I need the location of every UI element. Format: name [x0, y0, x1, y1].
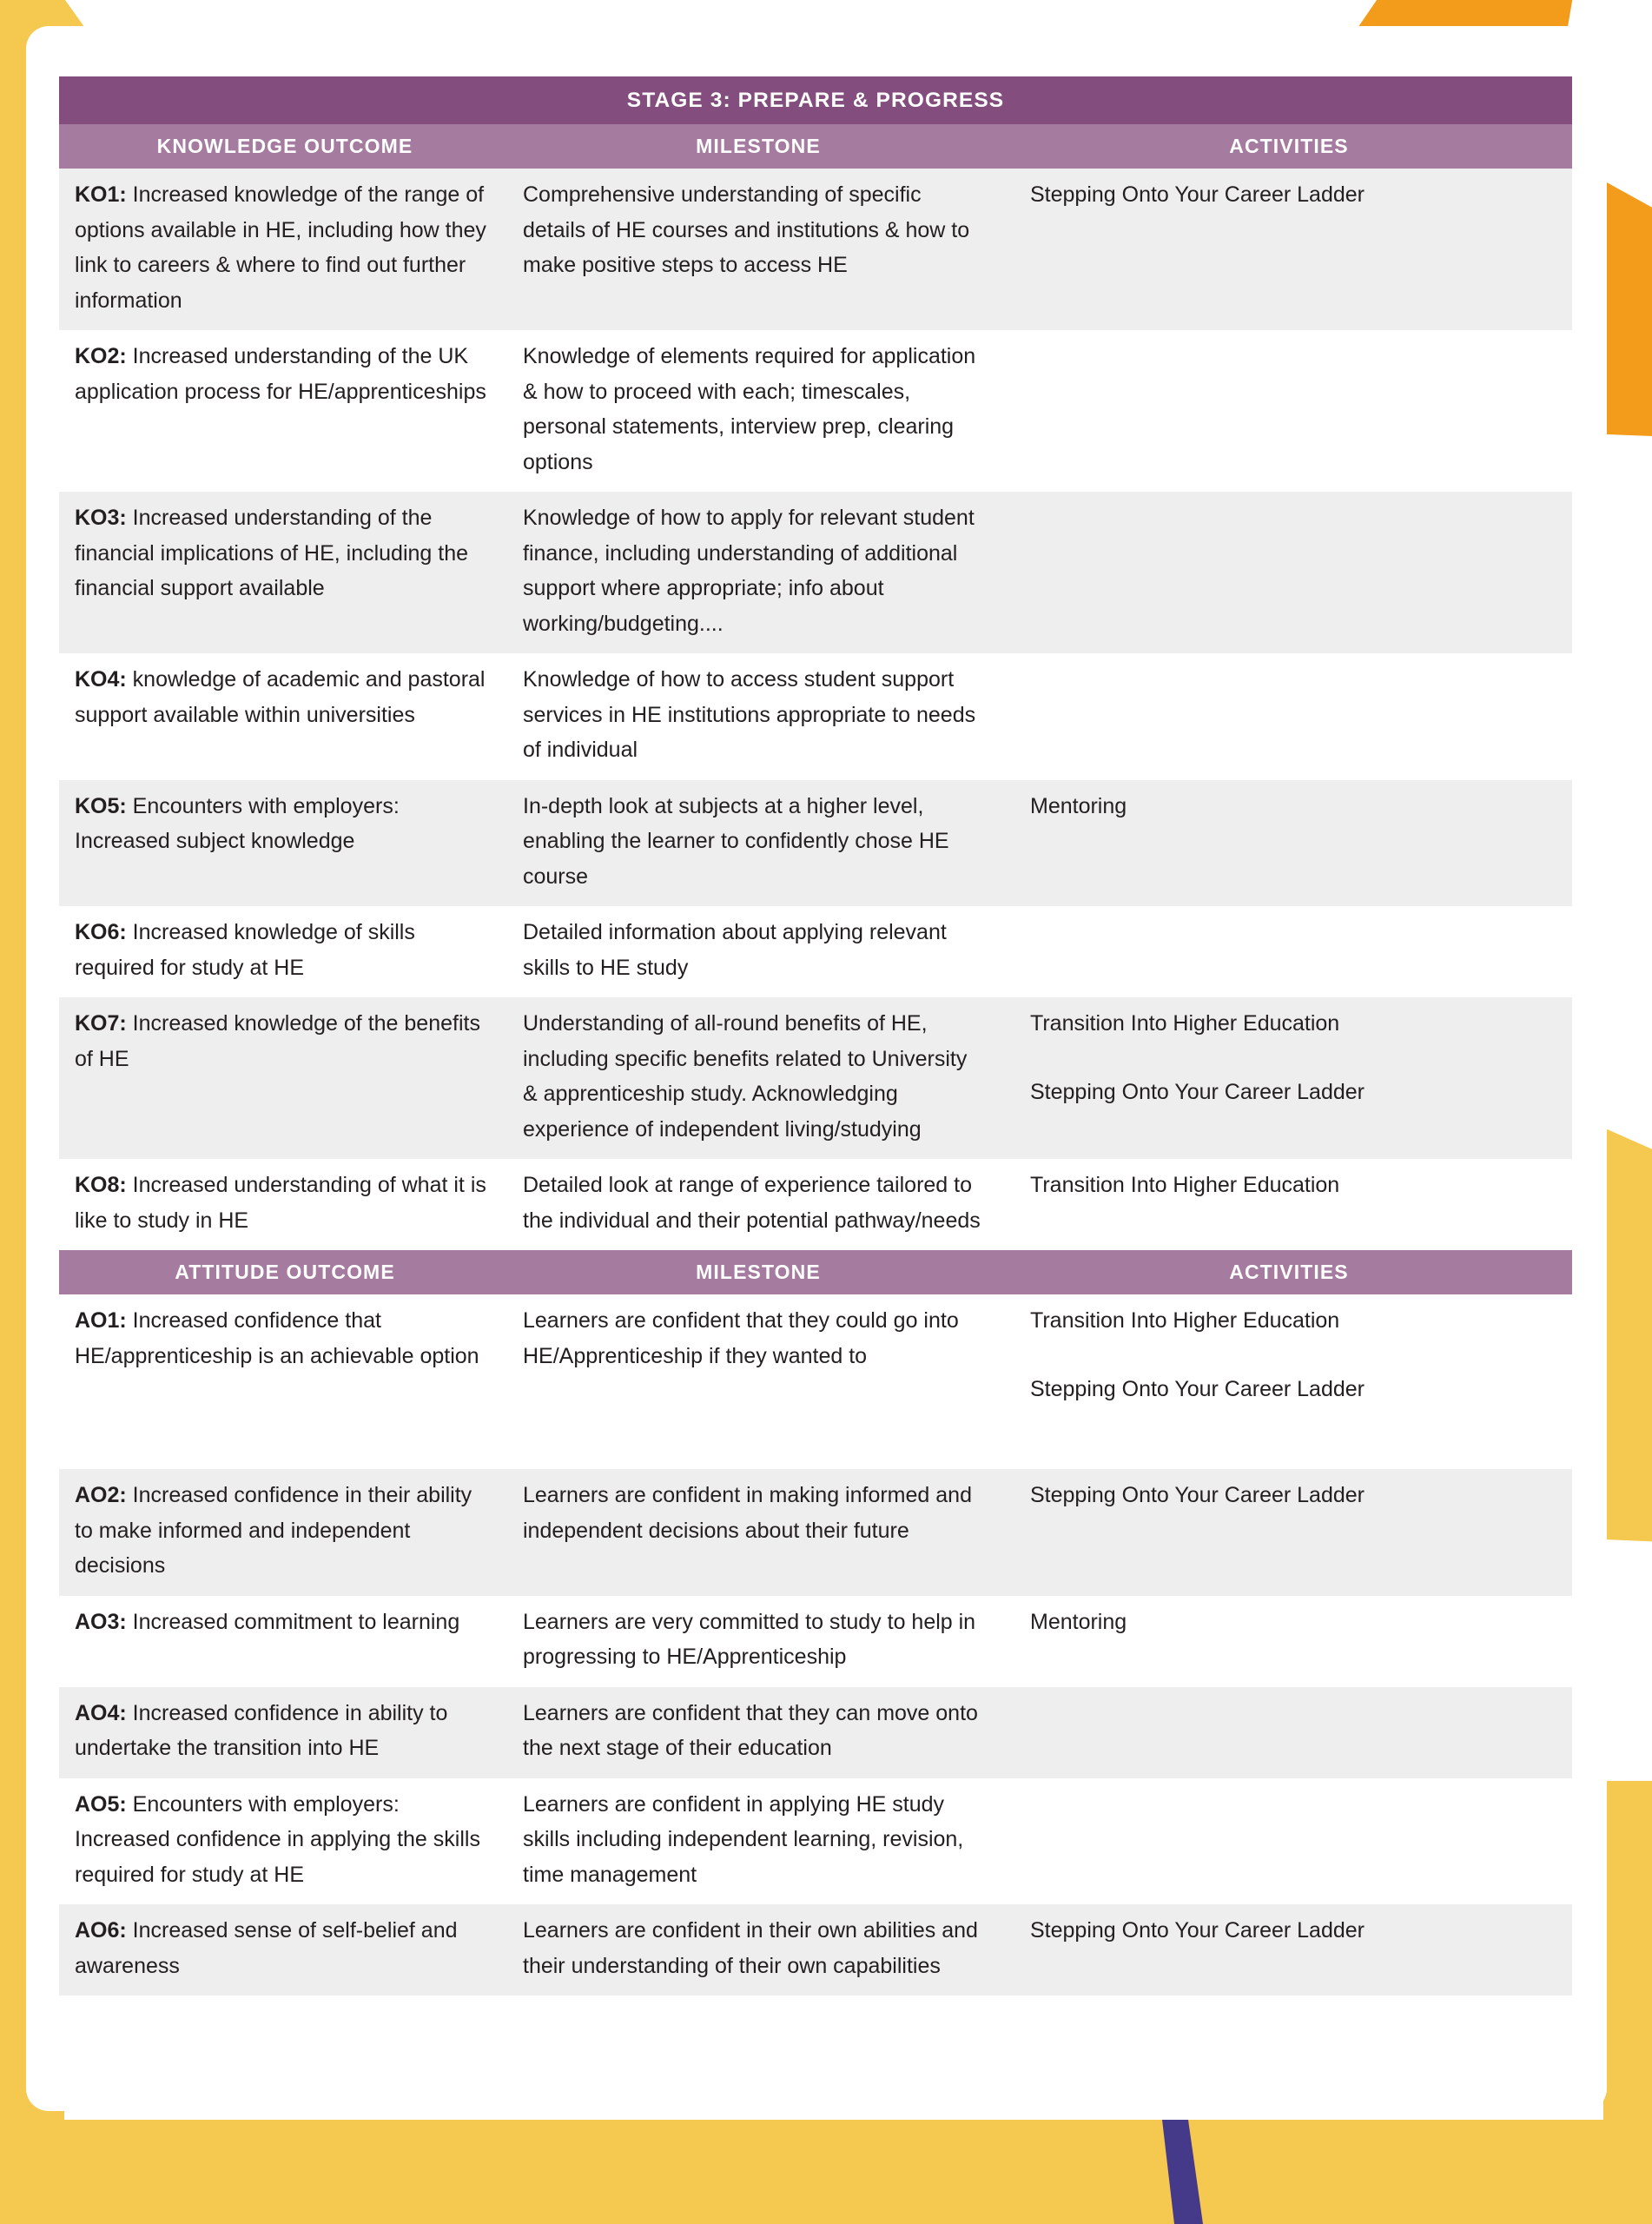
outcome-cell: [59, 1159, 511, 1250]
table-row: [59, 1778, 1572, 1905]
milestone-cell: Knowledge of elements required for application & how to proceed with each; timescales, personal statements, interview prep, clearing options: [511, 330, 1006, 492]
activities-cell: [1006, 906, 1572, 997]
outcome-code: KO6:: [75, 920, 127, 944]
outcome-cell: [59, 1469, 511, 1596]
milestone-cell: Comprehensive understanding of specific details of HE courses and institutions & how to make positive steps to access HE: [511, 169, 1006, 330]
table-row: [59, 1159, 1572, 1250]
activity-item: Mentoring: [1030, 1609, 1127, 1634]
outcome-text: knowledge of academic and pastoral support available within universities: [75, 667, 486, 727]
outcome-code: KO8:: [75, 1173, 127, 1197]
outcomes-table-container: [59, 76, 1572, 2049]
header-knowledge-milestone: MILESTONE: [511, 124, 1006, 169]
milestone-cell: Learners are confident in applying HE study skills including independent learning, revision, time management: [511, 1778, 1006, 1905]
activities-cell: [1006, 780, 1572, 907]
stage-title-row: [59, 76, 1572, 124]
header-attitude-activities: ACTIVITIES: [1006, 1250, 1572, 1294]
outcome-cell: [59, 653, 511, 780]
outcome-cell: [59, 997, 511, 1159]
outcome-cell: [59, 330, 511, 492]
outcome-text: Increased knowledge of the range of options available in HE, including how they link to careers & where to find out further information: [75, 182, 486, 313]
outcome-cell: [59, 1904, 511, 1996]
outcome-text: Increased understanding of the financial implications of HE, including the financial support available: [75, 506, 469, 600]
header-knowledge-activities: ACTIVITIES: [1006, 124, 1572, 169]
activities-cell: [1006, 169, 1572, 330]
outcome-code: AO3:: [75, 1609, 127, 1634]
outcome-text: Encounters with employers: Increased confidence in applying the skills required for study at HE: [75, 1791, 480, 1887]
attitude-column-header-row: [59, 1250, 1572, 1294]
activity-item: Stepping Onto Your Career Ladder: [1030, 1918, 1365, 1943]
activities-cell: [1006, 1904, 1572, 1996]
activity-item: Stepping Onto Your Career Ladder: [1030, 182, 1365, 207]
outcome-text: Increased confidence in their ability to make informed and independent decisions: [75, 1483, 472, 1578]
header-attitude-milestone: MILESTONE: [511, 1250, 1006, 1294]
milestone-cell: In-depth look at subjects at a higher level, enabling the learner to confidently chose HE course: [511, 780, 1006, 907]
outcome-code: KO2:: [75, 344, 127, 368]
outcome-text: Increased confidence in ability to undertake the transition into HE: [75, 1700, 448, 1760]
outcome-cell: [59, 1687, 511, 1778]
header-attitude-outcome: ATTITUDE OUTCOME: [59, 1250, 511, 1294]
activities-cell: [1006, 1294, 1572, 1469]
table-row: [59, 1469, 1572, 1596]
outcome-text: Increased sense of self-belief and awareness: [75, 1918, 458, 1978]
outcome-cell: [59, 1294, 511, 1469]
outcome-code: AO4:: [75, 1700, 127, 1725]
activity-item: Transition Into Higher Education: [1030, 1308, 1340, 1333]
table-row: [59, 169, 1572, 330]
activity-item: Transition Into Higher Education: [1030, 1173, 1340, 1197]
table-row: [59, 653, 1572, 780]
milestone-cell: Learners are confident that they can move onto the next stage of their education: [511, 1687, 1006, 1778]
milestone-cell: Learners are confident that they could go into HE/Apprenticeship if they wanted to: [511, 1294, 1006, 1469]
outcome-code: KO3:: [75, 506, 127, 530]
stage-title: STAGE 3: PREPARE & PROGRESS: [59, 76, 1572, 124]
table-row: [59, 997, 1572, 1159]
knowledge-outcomes-table: [59, 76, 1572, 1996]
table-row: [59, 1596, 1572, 1687]
right-orange-chevron-decoration: [1607, 182, 1652, 439]
activities-cell: [1006, 330, 1572, 492]
outcome-cell: [59, 492, 511, 653]
outcome-text: Increased understanding of what it is like to study in HE: [75, 1173, 486, 1233]
milestone-cell: Understanding of all-round benefits of HE, including specific benefits related to University & apprenticeship study. Acknowledging experience of independent living/studying: [511, 997, 1006, 1159]
outcome-text: Increased understanding of the UK application process for HE/apprenticeships: [75, 344, 486, 404]
table-row: [59, 492, 1572, 653]
milestone-cell: Learners are confident in making informed and independent decisions about their future: [511, 1469, 1006, 1596]
outcome-code: KO5:: [75, 793, 127, 818]
table-row: [59, 906, 1572, 997]
outcome-code: AO5:: [75, 1791, 127, 1817]
outcome-cell: [59, 1778, 511, 1905]
activities-cell: [1006, 653, 1572, 780]
table-row: [59, 1294, 1572, 1469]
milestone-cell: Detailed look at range of experience tailored to the individual and their potential pathway/needs: [511, 1159, 1006, 1250]
table-row: [59, 1904, 1572, 1996]
activities-cell: [1006, 997, 1572, 1159]
outcome-code: KO7:: [75, 1011, 127, 1036]
outcome-cell: [59, 1596, 511, 1687]
milestone-cell: Learners are confident in their own abilities and their understanding of their own capabilities: [511, 1904, 1006, 1996]
outcome-code: AO2:: [75, 1483, 127, 1507]
activity-item: Stepping Onto Your Career Ladder: [1030, 1376, 1365, 1401]
outcome-cell: [59, 169, 511, 330]
outcome-text: Increased commitment to learning: [126, 1609, 460, 1634]
outcome-code: AO1:: [75, 1308, 127, 1333]
right-yellow-band-decoration: [1603, 1781, 1652, 2128]
milestone-cell: Knowledge of how to access student support services in HE institutions appropriate to needs of individual: [511, 653, 1006, 780]
activity-item: Stepping Onto Your Career Ladder: [1030, 1483, 1365, 1507]
activity-item: Mentoring: [1030, 793, 1127, 818]
content-card: [26, 26, 1607, 2111]
milestone-cell: Detailed information about applying relevant skills to HE study: [511, 906, 1006, 997]
activities-cell: [1006, 1596, 1572, 1687]
table-row: [59, 780, 1572, 907]
table-row: [59, 1687, 1572, 1778]
activity-item: Stepping Onto Your Career Ladder: [1030, 1079, 1365, 1104]
bottom-yellow-band-decoration: [0, 2120, 1652, 2224]
knowledge-column-header-row: [59, 124, 1572, 169]
outcome-text: Increased knowledge of skills required for study at HE: [75, 920, 415, 980]
right-yellow-chevron-decoration: [1603, 1128, 1652, 1545]
milestone-cell: Learners are very committed to study to help in progressing to HE/Apprenticeship: [511, 1596, 1006, 1687]
outcome-code: KO1:: [75, 182, 127, 207]
table-bottom-spacer: [59, 1996, 1572, 2049]
header-knowledge-outcome: KNOWLEDGE OUTCOME: [59, 124, 511, 169]
outcome-text: Encounters with employers: Increased subject knowledge: [75, 793, 400, 853]
table-row: [59, 330, 1572, 492]
activities-cell: [1006, 1778, 1572, 1905]
milestone-cell: Knowledge of how to apply for relevant student finance, including understanding of additional support where appropriate; info about working/budgeting....: [511, 492, 1006, 653]
activities-cell: [1006, 1469, 1572, 1596]
outcome-text: Increased confidence that HE/apprenticeship is an achievable option: [75, 1308, 479, 1368]
outcome-code: KO4:: [75, 667, 127, 692]
activity-item: Transition Into Higher Education: [1030, 1011, 1340, 1036]
outcome-code: AO6:: [75, 1918, 127, 1943]
outcome-text: Increased knowledge of the benefits of HE: [75, 1011, 480, 1071]
activities-cell: [1006, 1687, 1572, 1778]
outcome-cell: [59, 780, 511, 907]
outcome-cell: [59, 906, 511, 997]
activities-cell: [1006, 492, 1572, 653]
activities-cell: [1006, 1159, 1572, 1250]
